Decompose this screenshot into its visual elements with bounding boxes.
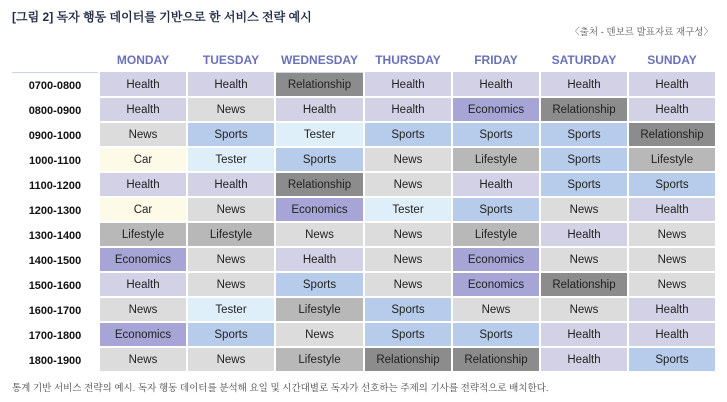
schedule-cell: News <box>365 273 451 298</box>
schedule-cell: News <box>629 248 715 273</box>
schedule-cell: Sports <box>188 123 274 148</box>
schedule-cell: News <box>188 273 274 298</box>
schedule-cell: News <box>188 198 274 223</box>
time-slot-label: 1400-1500 <box>12 248 98 273</box>
schedule-cell: Sports <box>188 323 274 348</box>
time-slot-label: 0700-0800 <box>12 73 98 98</box>
schedule-cell: Sports <box>629 348 715 373</box>
schedule-cell: Health <box>100 98 186 123</box>
schedule-cell: Health <box>629 198 715 223</box>
schedule-table <box>12 48 715 373</box>
schedule-cell: Lifestyle <box>276 298 363 323</box>
time-slot-label: 1600-1700 <box>12 298 98 323</box>
schedule-cell: Health <box>541 348 627 373</box>
schedule-cell: Sports <box>365 123 451 148</box>
schedule-cell: Sports <box>541 123 627 148</box>
schedule-cell: Health <box>629 323 715 348</box>
schedule-cell: Lifestyle <box>188 223 274 248</box>
schedule-cell: Health <box>629 298 715 323</box>
time-slot-label: 0800-0900 <box>12 98 98 123</box>
schedule-cell: Health <box>541 73 627 98</box>
schedule-cell: Relationship <box>276 173 363 198</box>
schedule-cell: Sports <box>276 273 363 298</box>
schedule-cell: Health <box>453 173 539 198</box>
schedule-cell: Health <box>365 98 451 123</box>
schedule-cell: Health <box>100 273 186 298</box>
schedule-cell: News <box>365 223 451 248</box>
schedule-cell: News <box>365 173 451 198</box>
schedule-cell: Lifestyle <box>453 148 539 173</box>
schedule-cell: News <box>100 348 186 373</box>
schedule-cell: News <box>541 248 627 273</box>
schedule-cell: Sports <box>365 298 451 323</box>
schedule-cell: Tester <box>188 148 274 173</box>
schedule-cell: Relationship <box>276 73 363 98</box>
day-header-saturday: SATURDAY <box>541 48 627 73</box>
time-slot-label: 1100-1200 <box>12 173 98 198</box>
schedule-cell: Health <box>541 323 627 348</box>
schedule-cell: News <box>100 298 186 323</box>
time-slot-label: 1300-1400 <box>12 223 98 248</box>
figure-title: [그림 2] 독자 행동 데이터를 기반으로 한 서비스 전략 예시 <box>12 10 312 24</box>
schedule-cell: Sports <box>541 173 627 198</box>
schedule-cell: Relationship <box>541 273 627 298</box>
figure-caption: 통계 기반 서비스 전략의 예시. 독자 행동 데이터를 분석해 요일 및 시간대별로 독자가 선호하는 주제의 기사를 전략적으로 배치한다. <box>12 383 549 394</box>
time-slot-label: 0900-1000 <box>12 123 98 148</box>
schedule-cell: Health <box>188 173 274 198</box>
schedule-cell: News <box>188 348 274 373</box>
schedule-cell: Health <box>453 73 539 98</box>
schedule-cell: News <box>276 223 363 248</box>
schedule-cell: Health <box>541 223 627 248</box>
schedule-cell: Economics <box>100 323 186 348</box>
schedule-cell: Relationship <box>453 348 539 373</box>
schedule-cell: News <box>629 223 715 248</box>
schedule-cell: Economics <box>100 248 186 273</box>
schedule-cell: Lifestyle <box>453 223 539 248</box>
header-corner <box>12 48 98 73</box>
day-header-thursday: THURSDAY <box>365 48 451 73</box>
schedule-cell: Relationship <box>629 123 715 148</box>
schedule-cell: Health <box>276 248 363 273</box>
schedule-cell: Economics <box>276 198 363 223</box>
schedule-cell: News <box>365 248 451 273</box>
time-slot-label: 1200-1300 <box>12 198 98 223</box>
schedule-cell: News <box>629 273 715 298</box>
schedule-cell: Sports <box>276 148 363 173</box>
schedule-cell: News <box>100 123 186 148</box>
time-slot-label: 1700-1800 <box>12 323 98 348</box>
day-header-sunday: SUNDAY <box>629 48 715 73</box>
schedule-cell: Health <box>629 73 715 98</box>
schedule-cell: Lifestyle <box>276 348 363 373</box>
day-header-wednesday: WEDNESDAY <box>276 48 363 73</box>
schedule-cell: Health <box>629 98 715 123</box>
schedule-cell: Lifestyle <box>629 148 715 173</box>
schedule-cell: Sports <box>629 173 715 198</box>
schedule-cell: Health <box>365 73 451 98</box>
schedule-cell: Economics <box>453 248 539 273</box>
schedule-cell: News <box>453 298 539 323</box>
schedule-cell: Sports <box>453 123 539 148</box>
time-slot-label: 1500-1600 <box>12 273 98 298</box>
schedule-cell: Relationship <box>541 98 627 123</box>
schedule-cell: Sports <box>365 323 451 348</box>
schedule-cell: News <box>365 148 451 173</box>
schedule-cell: Economics <box>453 98 539 123</box>
figure-source: 〈출처 - 덴보르 발표자료 재구성〉 <box>570 27 713 38</box>
schedule-cell: Sports <box>541 148 627 173</box>
schedule-cell: Sports <box>453 198 539 223</box>
schedule-cell: Lifestyle <box>100 223 186 248</box>
schedule-cell: Car <box>100 148 186 173</box>
schedule-cell: News <box>188 248 274 273</box>
schedule-cell: Health <box>188 73 274 98</box>
day-header-friday: FRIDAY <box>453 48 539 73</box>
schedule-cell: Tester <box>276 123 363 148</box>
schedule-cell: News <box>188 98 274 123</box>
day-header-tuesday: TUESDAY <box>188 48 274 73</box>
schedule-cell: Economics <box>453 273 539 298</box>
schedule-cell: Car <box>100 198 186 223</box>
schedule-cell: Tester <box>188 298 274 323</box>
schedule-cell: Sports <box>453 323 539 348</box>
time-slot-label: 1800-1900 <box>12 348 98 373</box>
schedule-cell: Health <box>100 173 186 198</box>
day-header-monday: MONDAY <box>100 48 186 73</box>
time-slot-label: 1000-1100 <box>12 148 98 173</box>
schedule-cell: Health <box>100 73 186 98</box>
schedule-cell: Health <box>276 98 363 123</box>
schedule-cell: News <box>541 298 627 323</box>
schedule-cell: News <box>276 323 363 348</box>
schedule-cell: Relationship <box>365 348 451 373</box>
schedule-cell: News <box>541 198 627 223</box>
schedule-cell: Tester <box>365 198 451 223</box>
